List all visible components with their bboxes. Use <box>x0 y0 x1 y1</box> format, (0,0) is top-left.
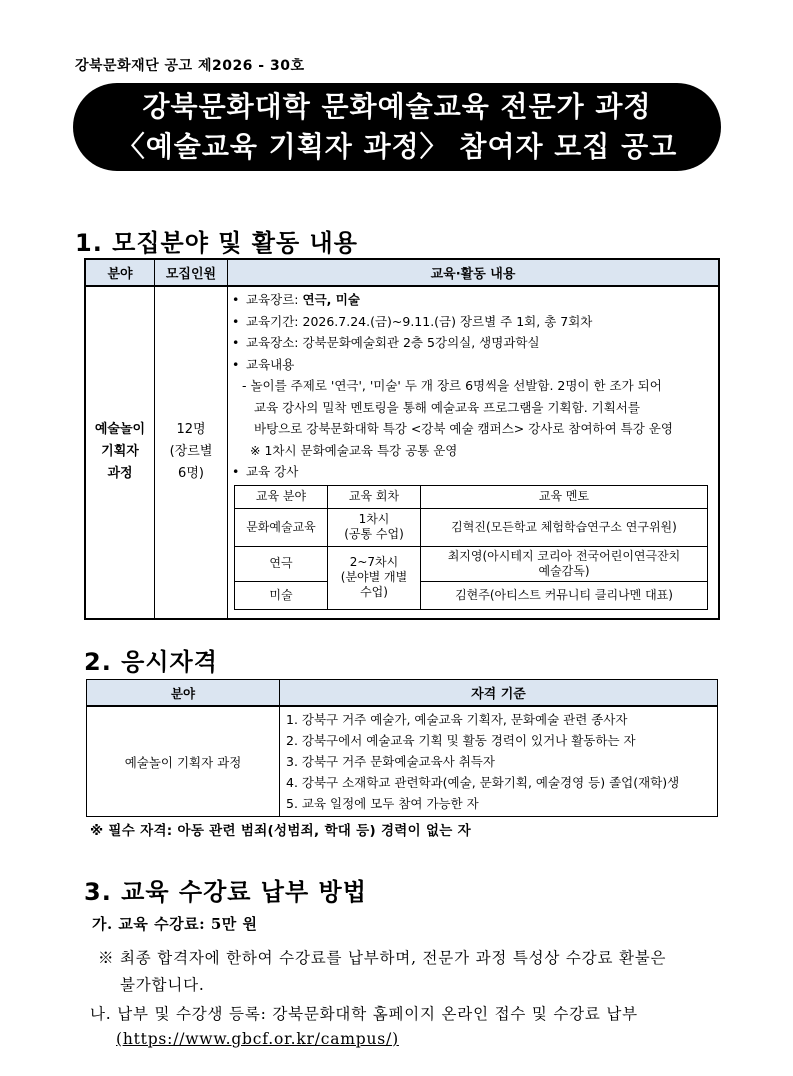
genre-value: 연극, 미술 <box>302 292 360 307</box>
table-row <box>235 546 708 581</box>
count-line: (장르별 <box>169 444 213 460</box>
required-qualification: ※ 필수 자격: 아동 관련 범죄(성범죄, 학대 등) 경력이 없는 자 <box>90 823 471 839</box>
recruitment-table <box>84 258 720 620</box>
bullet-icon: • <box>232 464 240 479</box>
criteria-item: 3. 강북구 거주 문화예술교육사 취득자 <box>286 754 495 769</box>
session-line: (공통 수업) <box>344 527 404 541</box>
criteria-item: 2. 강북구에서 예술교육 기획 및 활동 경력이 있거나 활동하는 자 <box>286 733 636 748</box>
bullet-icon: • <box>232 292 240 307</box>
payment-method: 나. 납부 및 수강생 등록: 강북문화대학 홈페이지 온라인 접수 및 수강료 납부 <box>90 1005 638 1023</box>
section1-heading: 1. 모집분야 및 활동 내용 <box>75 229 358 257</box>
criteria-item: 4. 강북구 소재학교 관련학과(예술, 문화기획, 예술경영 등) 졸업(재학)생 <box>286 775 680 790</box>
table-row <box>85 286 719 619</box>
eligibility-field: 예술놀이 기획자 과정 <box>87 706 280 817</box>
content-item <box>232 354 710 376</box>
inner-field: 연극 <box>235 546 328 581</box>
place-text: 교육장소: 강북문화예술회관 2층 5강의실, 생명과학실 <box>246 335 540 350</box>
campus-link-line <box>116 1030 399 1048</box>
content-line-1: - 놀이를 주제로 '연극', '미술' 두 개 장르 6명씩을 선발함. 2명이 한 조가 되어 <box>242 378 662 393</box>
eligibility-table <box>86 679 718 817</box>
inner-header-session: 교육 회차 <box>328 485 421 508</box>
title-banner <box>73 83 721 171</box>
session-line: (분야별 개별 <box>340 570 408 584</box>
inner-mentor <box>421 546 708 581</box>
session-line: 1차시 <box>358 512 390 526</box>
inner-session <box>328 546 421 609</box>
link-close: ) <box>392 1030 399 1048</box>
criteria-item: 1. 강북구 거주 예술가, 예술교육 기획자, 문화예술 관련 종사자 <box>286 712 628 727</box>
criteria-cell <box>280 706 718 817</box>
content-cell <box>228 286 720 619</box>
place-item <box>232 332 710 354</box>
field-line: 예술놀이 <box>94 422 146 438</box>
table-row <box>235 581 708 609</box>
criteria-item: 5. 교육 일정에 모두 참여 가능한 자 <box>286 796 479 811</box>
refund-note-line-1: ※ 최종 합격자에 한하여 수강료를 납부하며, 전문가 과정 특성상 수강료 환불은 <box>98 949 667 967</box>
bullet-icon: • <box>232 335 240 350</box>
count-line: 12명 <box>176 422 206 438</box>
refund-note-line-2: 불가합니다. <box>120 976 205 994</box>
inner-header-mentor: 교육 멘토 <box>421 485 708 508</box>
bullet-icon: • <box>232 356 240 372</box>
content-line-3: 바탕으로 강북문화대학 특강 <강북 예술 캠퍼스> 강사로 참여하여 특강 운영 <box>254 421 673 436</box>
content-note: ※ 1차시 문화예술교육 특강 공통 운영 <box>250 442 458 458</box>
instructor-table-header <box>235 485 708 508</box>
inner-field: 문화예술교육 <box>235 508 328 546</box>
count-cell <box>155 286 228 619</box>
inner-session <box>328 508 421 546</box>
header-criteria: 자격 기준 <box>280 680 718 707</box>
content-line-2: 교육 강사의 밀착 멘토링을 통해 예술교육 프로그램을 기획함. 기획서를 <box>254 399 640 415</box>
instructor-table <box>234 485 708 610</box>
header-content: 교육·활동 내용 <box>228 259 720 286</box>
notice-number: 강북문화재단 공고 제2026 - 30호 <box>75 58 305 74</box>
table-row <box>235 508 708 546</box>
inner-mentor: 김현주(아티스트 커뮤니티 클리나멘 대표) <box>421 581 708 609</box>
header-field: 분야 <box>87 680 280 707</box>
link-open: ( <box>116 1030 123 1048</box>
inner-header-field: 교육 분야 <box>235 485 328 508</box>
title-line-2: 〈예술교육 기획자 과정〉 참여자 모집 공고 <box>116 130 678 163</box>
fee-amount: 가. 교육 수강료: 5만 원 <box>92 915 258 933</box>
field-cell <box>85 286 155 619</box>
bullet-icon: • <box>232 313 240 329</box>
count-line: 6명) <box>178 466 204 482</box>
instructor-item <box>232 461 710 483</box>
campus-link[interactable]: https://www.gbcf.or.kr/campus/ <box>122 1030 393 1048</box>
header-field: 분야 <box>85 259 155 286</box>
period-item <box>232 311 710 333</box>
session-line: 2~7차시 <box>349 555 399 569</box>
inner-mentor: 김혁진(모든학교 체험학습연구소 연구위원) <box>421 508 708 546</box>
field-line: 과정 <box>107 466 133 482</box>
mentor-line: 최지영(아시테지 코리아 전국어린이연극잔치 <box>447 548 681 563</box>
content-label: 교육내용 <box>246 356 295 372</box>
mentor-line: 예술감독) <box>538 563 590 578</box>
section2-heading: 2. 응시자격 <box>84 648 218 676</box>
inner-field: 미술 <box>235 581 328 609</box>
period-text: 교육기간: 2026.7.24.(금)~9.11.(금) 장르별 주 1회, 총 7회차 <box>246 313 593 329</box>
session-line: 수업) <box>360 585 388 599</box>
table-row <box>87 706 718 817</box>
header-count: 모집인원 <box>155 259 228 286</box>
eligibility-table-header <box>87 680 718 707</box>
title-line-1: 강북문화대학 문화예술교육 전문가 과정 <box>142 90 652 123</box>
field-line: 기획자 <box>101 444 139 460</box>
instructor-label: 교육 강사 <box>246 464 299 479</box>
section3-heading: 3. 교육 수강료 납부 방법 <box>84 878 367 906</box>
genre-item <box>232 289 710 311</box>
genre-label: 교육장르: <box>246 292 303 307</box>
recruitment-table-header <box>85 259 719 286</box>
